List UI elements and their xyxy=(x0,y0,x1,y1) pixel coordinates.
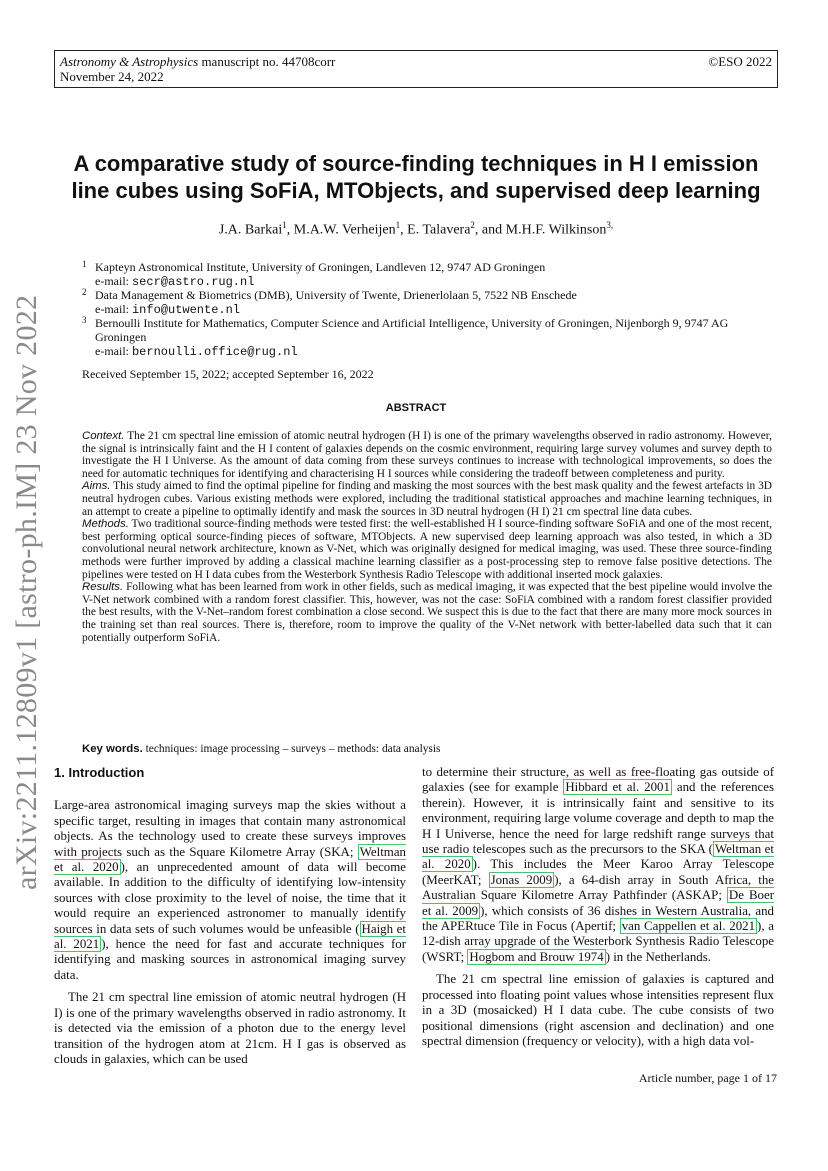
abstract-methods xyxy=(82,518,772,581)
email-address: bernoulli.office@rug.nl xyxy=(131,345,298,359)
affiliation-number: 1 xyxy=(82,259,87,269)
text-run: ), hence the need for fast and accurate techniques for identifying and masking sources in astronomical imaging survey data. xyxy=(54,937,407,982)
right-column xyxy=(422,765,774,1056)
keywords-label: Key words. xyxy=(82,743,143,755)
intro-paragraph-2: The 21 cm spectral line emission of atomic neutral hydrogen (H I) is one of the primary wavelengths observed in radio astronomy. It is detected via the emission of a photon due to the energy level transition of the hydrogen atom at 21cm. H I gas is observed as clouds in galaxies, which can be used xyxy=(54,990,406,1066)
abstract-context xyxy=(82,430,772,480)
affiliation-text: Kapteyn Astronomical Institute, University of Groningen, Landleven 12, 9747 AD Groningen xyxy=(95,260,546,274)
affiliation-2 xyxy=(82,288,772,317)
author-2-affil: 1 xyxy=(395,220,401,230)
author-1-affil: 1 xyxy=(282,220,287,230)
citation-link[interactable]: Haigh et al. 2021 xyxy=(54,921,406,952)
author-2: , M.A.W. Verheijen xyxy=(286,222,396,238)
affiliation-number: 2 xyxy=(82,287,87,297)
author-3-affil: 2 xyxy=(470,220,475,230)
text-run: ), which consists of 36 dishes in Western Australia, and the APERtuce Tile in Focus (Apertif; xyxy=(422,903,774,934)
citation-link[interactable]: Hogbom and Brouw 1974 xyxy=(469,949,604,964)
email-address: secr@astro.rug.nl xyxy=(131,275,255,289)
citation-link[interactable]: van Cappellen et al. 2021 xyxy=(621,919,756,934)
running-header xyxy=(54,50,778,88)
header-date: November 24, 2022 xyxy=(60,69,164,84)
affiliation-text: Bernoulli Institute for Mathematics, Computer Science and Artificial Intelligence, University of Groningen, Nijenborgh 9, 9747 AG Groningen xyxy=(95,316,729,344)
affiliation-3 xyxy=(82,316,772,359)
citation-link[interactable]: De Boer et al. 2009 xyxy=(422,888,775,918)
context-label: Context. xyxy=(82,430,125,442)
email-label: e-mail: xyxy=(95,302,132,316)
affiliation-1 xyxy=(82,260,772,289)
title-line-1: A comparative study of source-finding techniques in H I emission xyxy=(73,151,759,176)
page-footer: Article number, page 1 of 17 xyxy=(638,1071,777,1085)
arxiv-stamp: arXiv:2211.12809v1 [astro-ph.IM] 23 Nov 2022 xyxy=(10,294,43,890)
text-run: ), a 12-dish array upgrade of the Westerbork Synthesis Radio Telescope (WSRT; xyxy=(422,919,774,964)
journal-line xyxy=(60,54,772,69)
results-label: Results. xyxy=(82,581,124,594)
text-run: ) in the Netherlands. xyxy=(605,949,711,964)
manuscript-number: manuscript no. 44708corr xyxy=(198,54,336,69)
text-run: Large-area astronomical imaging surveys map the skies without a specific target, resulting in images that contain many astronomical objects. As the technology used to create these surveys improves with projects such as the Square Kilometre Array (SKA; xyxy=(54,798,406,859)
email-label: e-mail: xyxy=(95,344,132,358)
section-heading-introduction: 1. Introduction xyxy=(54,765,145,780)
text-run: ), a 64-dish array in South Africa, the Australian Square Kilometre Array Pathfinder (ASKAP; xyxy=(422,872,774,903)
intro-paragraph-4: The 21 cm spectral line emission of galaxies is captured and processed into floating point values whose intensities represent flux in a 3D (mosaicked) H I data cube. The cube consists of two positional dimensions (right ascension and declination) and one spectral dimension (frequency or velocity), with a high data vol- xyxy=(422,972,774,1048)
text-run: and the references therein). However, it is intrinsically faint and sensitive to its environment, requiring large volume coverage and depth to map the H I Universe, hence the need for large redshift range surveys that use radio telescopes such as the precursors to the SKA ( xyxy=(422,780,774,857)
affiliation-text: Data Management & Biometrics (DMB), University of Twente, Drienerlolaan 5, 7522 NB Enschede xyxy=(95,288,577,302)
journal-name: Astronomy & Astrophysics xyxy=(60,54,199,69)
results-text: Following what has been learned from work in other fields, such as medical imaging, it was expected that the best pipeline would involve the V-Net network combined with a random forest classifier. This, however, was not the case: SoFiA combined with a random forest classifier provided the best results, with the V-Net–random forest combination a close second. We suspect this is due to the fact that there are many more mock sources in the training set than real sources. There is, therefore, room to improve the quality of the V-Net network with better-labelled data such that it can potentially outperform SoFiA. xyxy=(82,581,772,644)
abstract-results xyxy=(82,581,772,644)
text-run: to determine their structure, as well as free-floating gas outside of galaxies (see for example xyxy=(422,765,774,795)
keywords xyxy=(82,743,440,755)
author-4-affil: 3, xyxy=(606,220,614,230)
intro-paragraph-1 xyxy=(54,798,406,983)
received-dates: Received September 15, 2022; accepted September 16, 2022 xyxy=(82,367,374,381)
author-4: , and M.H.F. Wilkinson xyxy=(474,222,607,238)
methods-text: Two traditional source-finding methods were tested first: the well-established H I source-finding software SoFiA and one of the most recent, best performing optical source-finding pieces of software, MTObjects. A new supervised deep learning approach was also tested, in which a 3D convolutional neural network architecture, known as V-Net, which was originally designed for medical imaging, was used. These three source-finding methods were further improved by adding a classical machine learning classifier as a post-processing step to remove false positive detections. The pipelines were tested on H I data cubes from the Westerbork Synthesis Radio Telescope with additional inserted mock galaxies. xyxy=(82,518,772,581)
email-label: e-mail: xyxy=(95,274,132,288)
affiliation-number: 3 xyxy=(82,315,87,325)
aims-text: This study aimed to find the optimal pipeline for finding and masking the most sources with the best mask quality and the fewest artefacts in 3D neutral hydrogen cubes. Various existing methods were explored, including the traditional statistical approaches and machine learning techniques, in an attempt to create a pipeline to optimally identify and mask the sources in 3D neutral hydrogen (H I) 21 cm spectral line data cubes. xyxy=(82,480,772,518)
copyright: ©ESO 2022 xyxy=(708,54,772,69)
email-address: info@utwente.nl xyxy=(131,303,241,317)
citation-link[interactable]: Jonas 2009 xyxy=(490,872,553,887)
left-column xyxy=(54,765,406,1074)
title-line-2: line cubes using SoFiA, MTObjects, and supervised deep learning xyxy=(71,178,761,203)
citation-link[interactable]: Hibbard et al. 2001 xyxy=(565,780,670,795)
abstract-aims xyxy=(82,480,772,518)
paper-title xyxy=(54,150,778,204)
keywords-text: techniques: image processing – surveys – methods: data analysis xyxy=(142,743,441,755)
aims-label: Aims. xyxy=(82,480,111,493)
citation-link[interactable]: Weltman et al. 2020 xyxy=(54,844,406,875)
author-list xyxy=(54,216,778,240)
abstract-heading: ABSTRACT xyxy=(385,402,447,414)
citation-link[interactable]: Weltman et al. 2020 xyxy=(422,842,774,872)
methods-label: Methods. xyxy=(82,518,129,531)
text-run: ), an unprecedented amount of data will become available. In addition to the difficulty of identifying low-intensity sources with close proximity to the level of noise, the time that it would require an experienced astronomer to manually identify sources in data sets of such volumes would be unfeasible ( xyxy=(54,860,406,936)
context-text: The 21 cm spectral line emission of atomic neutral hydrogen (H I) is one of the primary wavelengths observed in radio astronomy. However, the signal is intrinsically faint and the H I content of galaxies depends on the cosmic environment, requiring large survey volumes and survey depth to investigate the H I Universe. As the amount of data coming from these surveys continues to increase with technological improvements, so does the need for automatic techniques for identifying and characterising H I sources while considering the tradeoff between completeness and purity. xyxy=(82,430,772,480)
author-3: , E. Talavera xyxy=(400,222,471,238)
intro-paragraph-3 xyxy=(422,765,774,965)
abstract xyxy=(82,430,772,644)
text-run: ). This includes the Meer Karoo Array Telescope (MeerKAT; xyxy=(422,857,774,887)
author-1: J.A. Barkai xyxy=(218,222,283,238)
